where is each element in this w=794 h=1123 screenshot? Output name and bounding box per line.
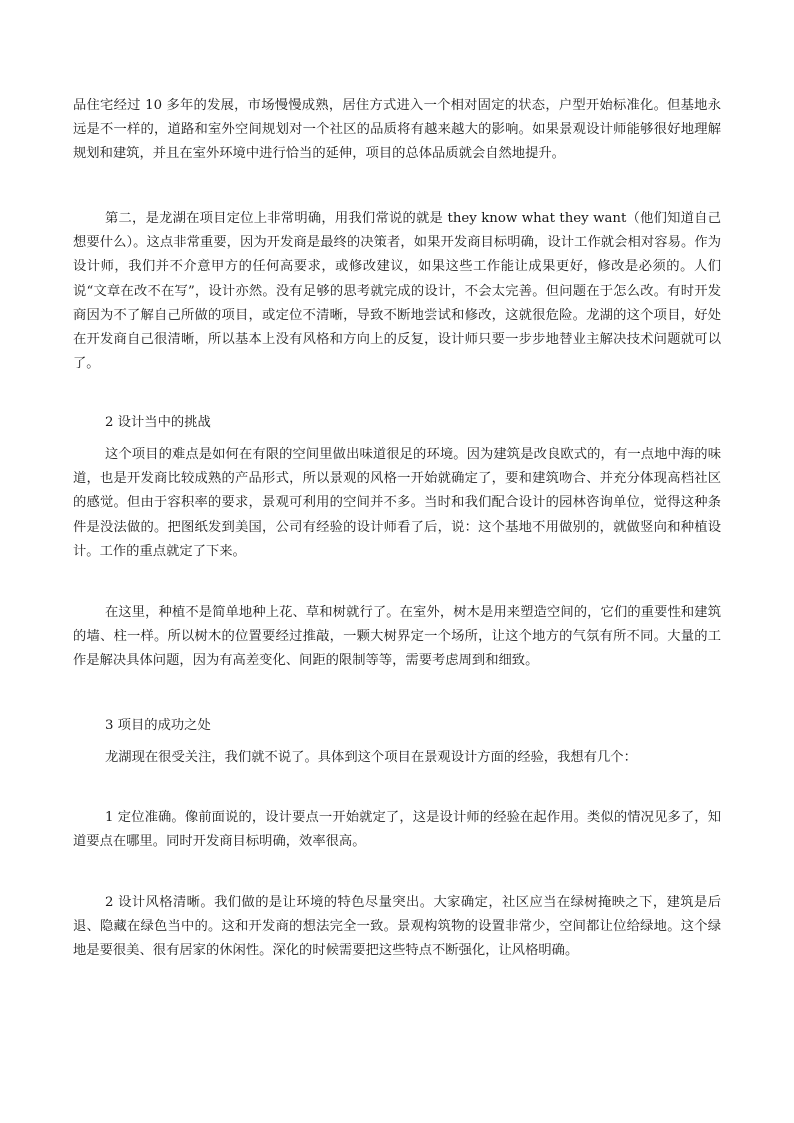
paragraph-experience-intro: 龙湖现在很受关注，我们就不说了。具体到这个项目在景观设计方面的经验，我想有几个： xyxy=(105,750,637,765)
paragraph-project-positioning: 第二，是龙湖在项目定位上非常明确，用我们常说的就是 they know what they want（他们知道自己想要什么）。这点非常重要，因为开发商是最终的决策者，如果开发商目标明确，设计工作就会相对容易。作为设计师，我们并不介意甲方的任何高要求，或修改建议，如果这些工作能让成果更好，修改是必须的。人们说“文章在改不在写”，设计亦然。没有足够的思考就完成的设计，不会太完善。但问题在于怎么改。有时开发商因为不了解自己所做的项目，或定位不清晰，导致不断地尝试和修改，这就很危险。龙湖的这个项目，好处在开发商自己很清晰，所以基本上没有风格和方向上的反复，设计师只要一步步地替业主解决技术问题就可以了。 xyxy=(73,211,721,372)
paragraph-point-style: 2 设计风格清晰。我们做的是让环境的特色尽量突出。大家确定，社区应当在绿树掩映之下，建筑是后退、隐藏在绿色当中的。这和开发商的想法完全一致。景观构筑物的设置非常少，空间都让位给绿地。这个绿地是要很美、很有居家的休闲性。深化的时候需要把这些特点不断强化，让风格明确。 xyxy=(73,895,721,959)
paragraph-planting: 在这里，种植不是简单地种上花、草和树就行了。在室外，树木是用来塑造空间的，它们的重要性和建筑的墙、柱一样。所以树木的位置要经过推敲，一颗大树界定一个场所，让这个地方的气氛有所不同。大量的工作是解决具体问题，因为有高差变化、间距的限制等等，需要考虑周到和细致。 xyxy=(73,605,721,669)
section-heading-success-factors: 3 项目的成功之处 xyxy=(105,718,211,733)
paragraph-point-positioning: 1 定位准确。像前面说的，设计要点一开始就定了，这是设计师的经验在起作用。类似的情况见多了，知道要点在哪里。同时开发商目标明确，效率很高。 xyxy=(73,810,721,850)
paragraph-design-difficulty: 这个项目的难点是如何在有限的空间里做出味道很足的环境。因为建筑是改良欧式的，有一点地中海的味道，也是开发商比较成熟的产品形式，所以景观的风格一开始就确定了，要和建筑吻合、并充分体现高档社区的感觉。但由于容积率的要求，景观可利用的空间并不多。当时和我们配合设计的园林咨询单位，觉得这种条件是没法做的。把图纸发到美国，公司有经验的设计师看了后，说：这个基地不用做别的，就做竖向和种植设计。工作的重点就定了下来。 xyxy=(73,447,721,559)
section-heading-design-challenges: 2 设计当中的挑战 xyxy=(105,415,211,430)
paragraph-housing-market: 品住宅经过 10 多年的发展，市场慢慢成熟，居住方式进入一个相对固定的状态，户型开始标准化。但基地永远是不一样的，道路和室外空间规划对一个社区的品质将有越来越大的影响。如果景观设计师能够很好地理解规划和建筑，并且在室外环境中进行恰当的延伸，项目的总体品质就会自然地提升。 xyxy=(73,98,721,162)
